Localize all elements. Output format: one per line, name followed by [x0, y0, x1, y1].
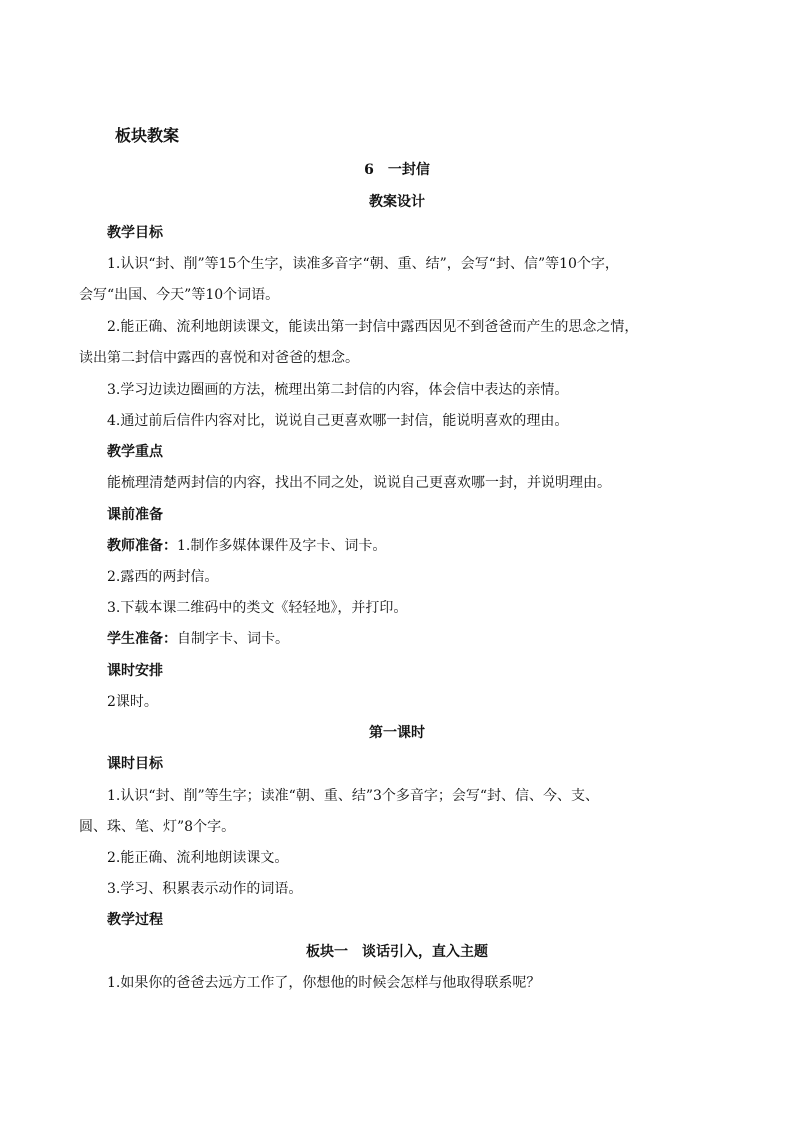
first-lesson-heading: 第一课时 [369, 725, 425, 741]
process-heading: 教学过程 [107, 912, 163, 928]
key-points-text: 能梳理清楚两封信的内容，找出不同之处，说说自己更喜欢哪一封，并说明理由。 [107, 475, 611, 491]
objective-line: 2.能正确、流利地朗读课文，能读出第一封信中露西因见不到爸爸而产生的思念之情， [107, 319, 639, 335]
teacher-prep-label: 教师准备： [107, 538, 177, 554]
lesson-objective-line: 圆、珠、笔、灯”8个字。 [79, 819, 236, 835]
lesson-objective-line: 3.学习、积累表示动作的词语。 [107, 881, 303, 897]
objective-line: 会写“出国、今天”等10个词语。 [79, 287, 280, 303]
teacher-prep-item: 2.露西的两封信。 [107, 569, 219, 585]
student-prep-line [107, 629, 289, 649]
block-one-heading: 板块一 谈话引入，直入主题 [306, 944, 488, 960]
schedule-heading: 课时安排 [107, 663, 163, 679]
lesson-title: 6 一封信 [364, 162, 430, 178]
student-prep-text: 自制字卡、词卡。 [177, 631, 289, 647]
lesson-objectives-heading: 课时目标 [107, 756, 163, 772]
objective-line: 3.学习边读边圈画的方法，梳理出第二封信的内容，体会信中表达的亲情。 [107, 382, 569, 398]
teacher-prep-item: 3.下载本课二维码中的类文《轻轻地》，并打印。 [107, 600, 408, 616]
lesson-objective-line: 2.能正确、流利地朗读课文。 [107, 850, 289, 866]
key-points-heading: 教学重点 [107, 444, 163, 460]
teacher-prep-item: 1.制作多媒体课件及字卡、词卡。 [177, 538, 387, 554]
teacher-prep-line [107, 536, 386, 556]
document-header: 板块教案 [115, 126, 180, 145]
student-prep-label: 学生准备： [107, 631, 177, 647]
schedule-text: 2课时。 [107, 694, 158, 710]
design-heading: 教案设计 [369, 194, 425, 210]
objective-line: 读出第二封信中露西的喜悦和对爸爸的想念。 [79, 350, 359, 366]
preparation-heading: 课前准备 [107, 507, 163, 523]
objectives-heading: 教学目标 [107, 225, 163, 241]
objective-line: 1.认识“封、削”等15个生字，读准多音字“朝、重、结”，会写“封、信”等10个字， [107, 256, 619, 272]
objective-line: 4.通过前后信件内容对比，说说自己更喜欢哪一封信，能说明喜欢的理由。 [107, 413, 569, 429]
block-one-item: 1.如果你的爸爸去远方工作了，你想他的时候会怎样与他取得联系呢？ [107, 975, 541, 991]
lesson-objective-line: 1.认识“封、削”等生字；读准“朝、重、结”3个多音字；会写“封、信、今、支、 [107, 788, 600, 804]
